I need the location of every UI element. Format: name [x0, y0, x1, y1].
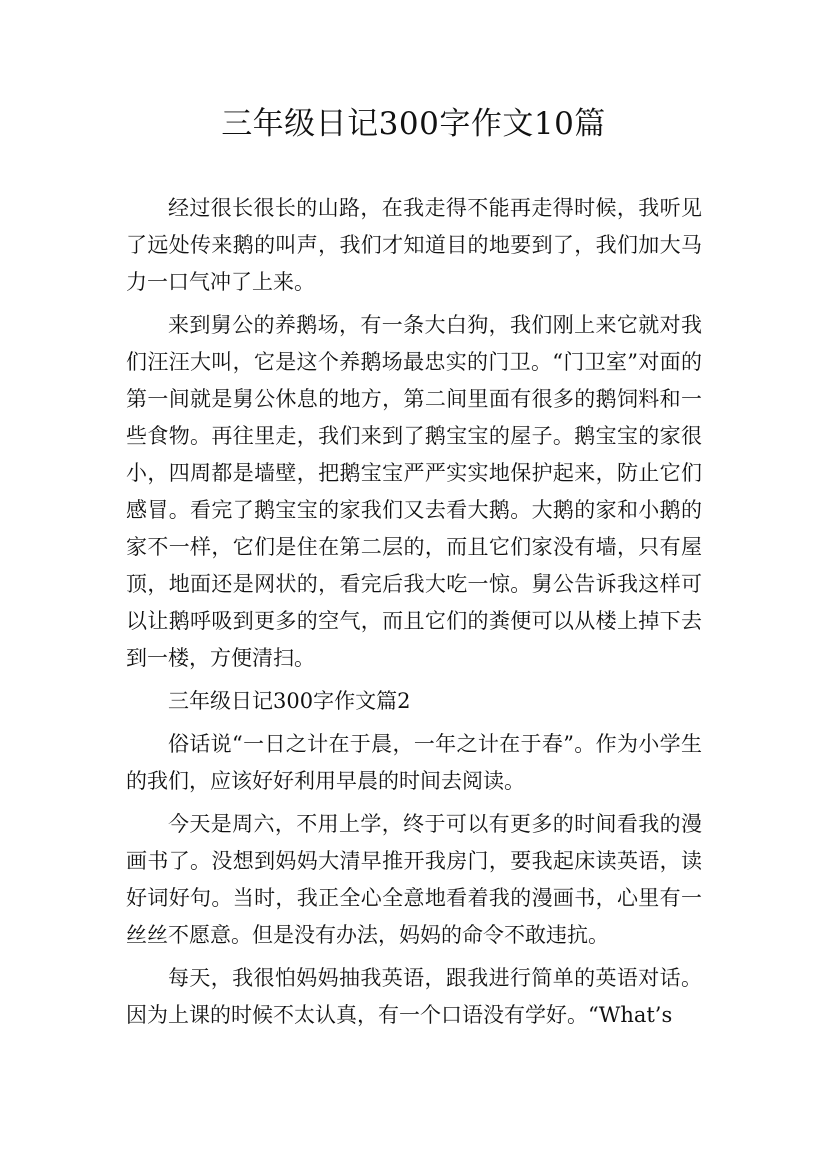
- paragraph: 经过很长很长的山路，在我走得不能再走得时候，我听见了远处传来鹅的叫声，我们才知道目的地要到了，我们加大马力一口气冲了上来。: [126, 196, 702, 294]
- document-title: 三年级日记300字作文10篇: [221, 106, 606, 142]
- paragraph: 来到舅公的养鹅场，有一条大白狗，我们刚上来它就对我们汪汪大叫，它是这个养鹅场最忠实的门卫。“门卫室”对面的第一间就是舅公休息的地方，第二间里面有很多的鹅饲料和一些食物。再往里走，我们来到了鹅宝宝的屋子。鹅宝宝的家很小，四周都是墙壁，把鹅宝宝严严实实地保护起来，防止它们感冒。看完了鹅宝宝的家我们又去看大鹅。大鹅的家和小鹅的家不一样，它们是住在第二层的，而且它们家没有墙，只有屋顶，地面还是网状的，看完后我大吃一惊。舅公告诉我这样可以让鹅呼吸到更多的空气，而且它们的粪便可以从楼上掉下去到一楼，方便清扫。: [126, 313, 702, 670]
- document-body: [126, 190, 702, 1034]
- paragraph: 每天，我很怕妈妈抽我英语，跟我进行简单的英语对话。因为上课的时候不太认真，有一个口语没有学好。“What’s: [126, 966, 702, 1027]
- paragraph: 今天是周六，不用上学，终于可以有更多的时间看我的漫画书了。没想到妈妈大清早推开我房门，要我起床读英语，读好词好句。当时，我正全心全意地看着我的漫画书，心里有一丝丝不愿意。但是没有办法，妈妈的命令不敢违抗。: [126, 812, 702, 947]
- section-heading: 三年级日记300字作文篇2: [168, 689, 411, 713]
- paragraph: 俗话说“一日之计在于晨，一年之计在于春”。作为小学生的我们，应该好好利用早晨的时间去阅读。: [126, 732, 702, 793]
